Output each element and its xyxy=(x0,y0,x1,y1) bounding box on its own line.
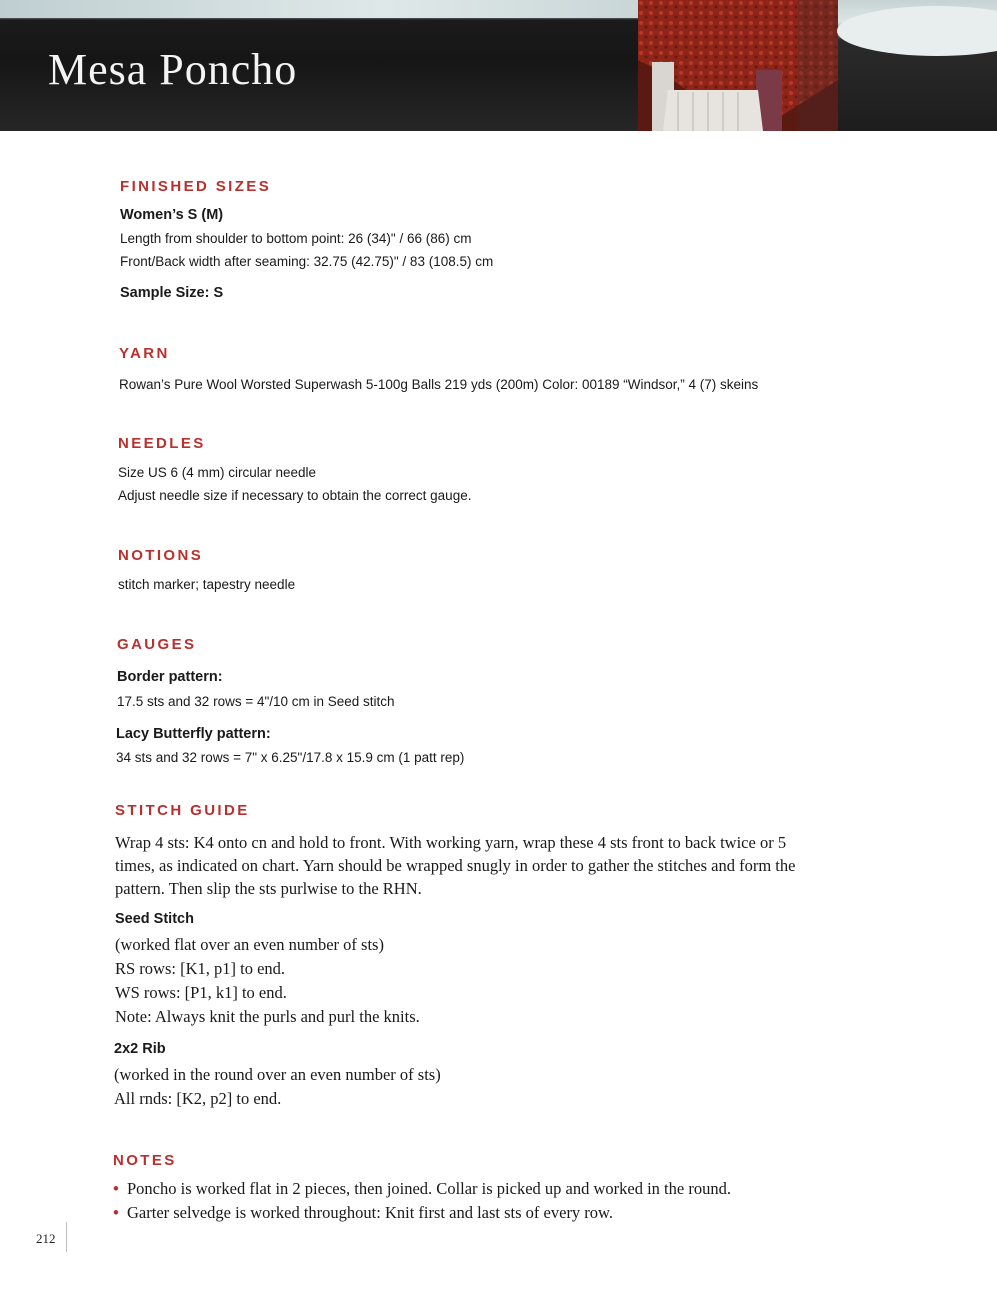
finished-sizes-heading: FINISHED SIZES xyxy=(120,178,272,195)
border-pattern-text: 17.5 sts and 32 rows = 4"/10 cm in Seed stitch xyxy=(117,694,395,709)
seed-stitch-label: Seed Stitch xyxy=(115,911,194,927)
header-sky-strip xyxy=(0,0,640,18)
notions-heading: NOTIONS xyxy=(118,547,204,564)
notions-text: stitch marker; tapestry needle xyxy=(118,577,296,592)
gauges-heading: GAUGES xyxy=(117,636,197,653)
needles-heading: NEEDLES xyxy=(118,435,206,452)
wrap-line-3: pattern. Then slip the sts purlwise to the RHN. xyxy=(115,879,422,898)
sample-size-text: Sample Size: S xyxy=(120,285,224,301)
stitch-guide-heading: STITCH GUIDE xyxy=(115,802,250,819)
rib-line-1: (worked in the round over an even number of sts) xyxy=(114,1065,441,1084)
border-pattern-label: Border pattern: xyxy=(117,669,223,685)
needles-line-1: Size US 6 (4 mm) circular needle xyxy=(118,465,317,480)
header-curve-decoration xyxy=(837,6,997,56)
wrap-line-1: Wrap 4 sts: K4 onto cn and hold to front. With working yarn, wrap these 4 sts front to back twice or 5 xyxy=(115,833,787,852)
page-title: Mesa Poncho xyxy=(48,45,298,94)
lacy-pattern-label: Lacy Butterfly pattern: xyxy=(116,726,271,742)
rib-line-2: All rnds: [K2, p2] to end. xyxy=(114,1089,282,1108)
width-text: Front/Back width after seaming: 32.75 (42.75)" / 83 (108.5) cm xyxy=(120,254,494,269)
poncho-photo xyxy=(638,0,838,131)
notes-item-2 xyxy=(113,1203,613,1223)
bullet-icon: • xyxy=(113,1203,119,1222)
yarn-heading: YARN xyxy=(119,345,170,362)
page-number-rule xyxy=(66,1222,67,1252)
notes-heading: NOTES xyxy=(113,1152,177,1169)
bullet-icon: • xyxy=(113,1179,119,1198)
seed-line-1: (worked flat over an even number of sts) xyxy=(115,935,384,954)
lacy-pattern-text: 34 sts and 32 rows = 7" x 6.25"/17.8 x 15.9 cm (1 patt rep) xyxy=(116,750,465,765)
notes-item-1-text: Poncho is worked flat in 2 pieces, then joined. Collar is picked up and worked in the round. xyxy=(127,1179,731,1198)
length-text: Length from shoulder to bottom point: 26 (34)" / 66 (86) cm xyxy=(120,231,472,246)
notes-item-2-text: Garter selvedge is worked throughout: Knit first and last sts of every row. xyxy=(127,1203,614,1222)
notes-item-1 xyxy=(113,1179,731,1199)
rib-label: 2x2 Rib xyxy=(114,1041,166,1057)
header-right-panel xyxy=(838,0,997,131)
seed-line-3: WS rows: [P1, k1] to end. xyxy=(115,983,287,1002)
seed-line-2: RS rows: [K1, p1] to end. xyxy=(115,959,286,978)
wrap-line-2: times, as indicated on chart. Yarn should be wrapped snugly in order to gather the stitches and form the xyxy=(115,856,796,875)
needles-line-2: Adjust needle size if necessary to obtain the correct gauge. xyxy=(118,488,472,503)
poncho-photo-illustration xyxy=(638,0,838,131)
size-label: Women’s S (M) xyxy=(120,207,224,223)
page-number: 212 xyxy=(36,1231,56,1246)
seed-line-4: Note: Always knit the purls and purl the knits. xyxy=(115,1007,420,1026)
yarn-text: Rowan’s Pure Wool Worsted Superwash 5-100g Balls 219 yds (200m) Color: 00189 “Windsor,” 4 (7) skeins xyxy=(119,377,759,392)
